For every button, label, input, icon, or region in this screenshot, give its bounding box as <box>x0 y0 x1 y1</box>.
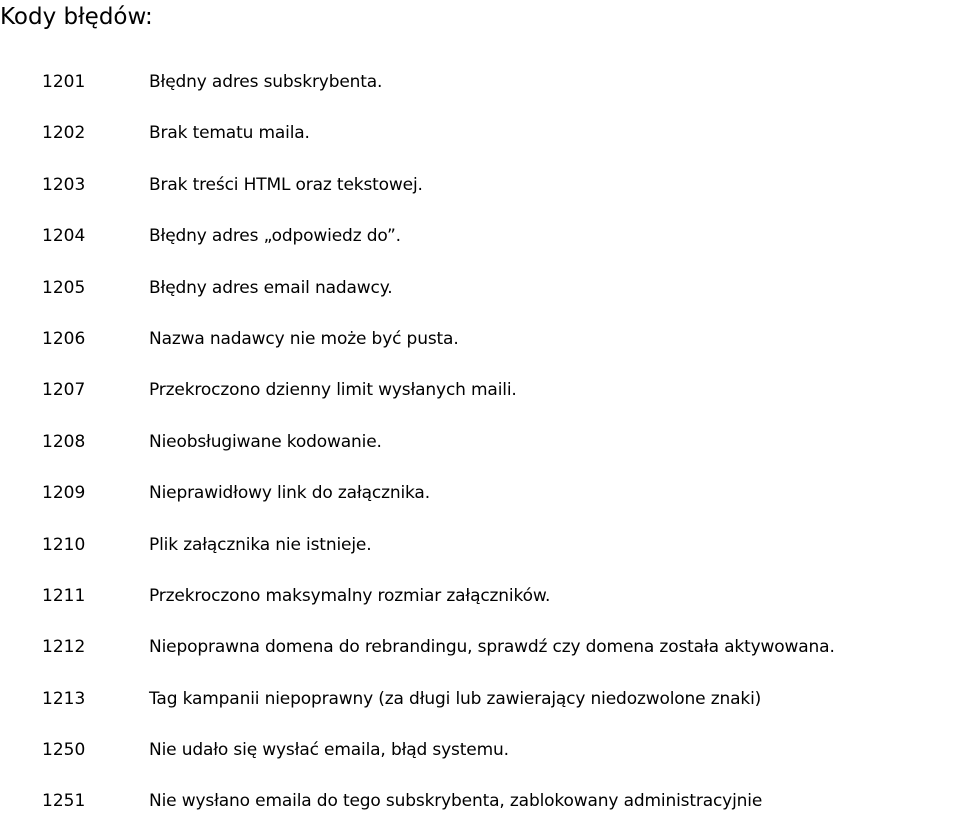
error-code: 1209 <box>42 483 86 504</box>
error-code-row <box>0 220 960 271</box>
error-message: Niepoprawna domena do rebrandingu, sprawdź czy domena została aktywowana. <box>149 637 835 658</box>
error-message: Przekroczono dzienny limit wysłanych maili. <box>149 380 517 401</box>
error-code: 1206 <box>42 328 86 349</box>
error-message: Nieprawidłowy link do załącznika. <box>149 483 430 504</box>
error-code-row <box>0 734 960 785</box>
error-code-row <box>0 374 960 425</box>
error-message: Błędny adres subskrybenta. <box>149 72 383 92</box>
error-code: 1203 <box>42 174 86 195</box>
error-code: 1210 <box>42 534 86 555</box>
error-message: Błędny adres „odpowiedz do”. <box>149 226 401 247</box>
error-code-row <box>0 477 960 528</box>
error-code-row <box>0 323 960 374</box>
error-code-row <box>0 272 960 323</box>
error-code-row <box>0 169 960 220</box>
error-code: 1251 <box>42 791 86 812</box>
error-message: Nieobsługiwane kodowanie. <box>149 431 382 452</box>
error-code: 1212 <box>42 637 86 658</box>
error-code-row <box>0 426 960 477</box>
error-code: 1201 <box>42 72 86 92</box>
error-code: 1211 <box>42 585 86 606</box>
error-codes-list <box>0 66 960 837</box>
error-code: 1250 <box>42 740 86 761</box>
error-code: 1202 <box>42 123 86 144</box>
error-code: 1204 <box>42 226 86 247</box>
error-message: Błędny adres email nadawcy. <box>149 277 393 298</box>
error-message: Brak treści HTML oraz tekstowej. <box>149 174 423 195</box>
error-code: 1213 <box>42 688 86 709</box>
error-message: Tag kampanii niepoprawny (za długi lub zawierający niedozwolone znaki) <box>149 688 762 709</box>
error-code: 1208 <box>42 431 86 452</box>
error-message: Nie wysłano emaila do tego subskrybenta, zablokowany administracyjnie <box>149 791 763 812</box>
page-title: Kody błędów: <box>0 4 153 30</box>
error-code-row <box>0 529 960 580</box>
error-code-row <box>0 631 960 682</box>
error-message: Nie udało się wysłać emaila, błąd systemu. <box>149 740 509 761</box>
error-message: Nazwa nadawcy nie może być pusta. <box>149 328 459 349</box>
error-message: Brak tematu maila. <box>149 123 310 144</box>
error-message: Plik załącznika nie istnieje. <box>149 534 372 555</box>
error-code-row <box>0 580 960 631</box>
error-code-row <box>0 683 960 734</box>
error-code-row <box>0 785 960 836</box>
error-code-row <box>0 117 960 168</box>
error-code: 1207 <box>42 380 86 401</box>
error-message: Przekroczono maksymalny rozmiar załączników. <box>149 585 551 606</box>
error-code: 1205 <box>42 277 86 298</box>
error-code-row <box>0 66 960 117</box>
